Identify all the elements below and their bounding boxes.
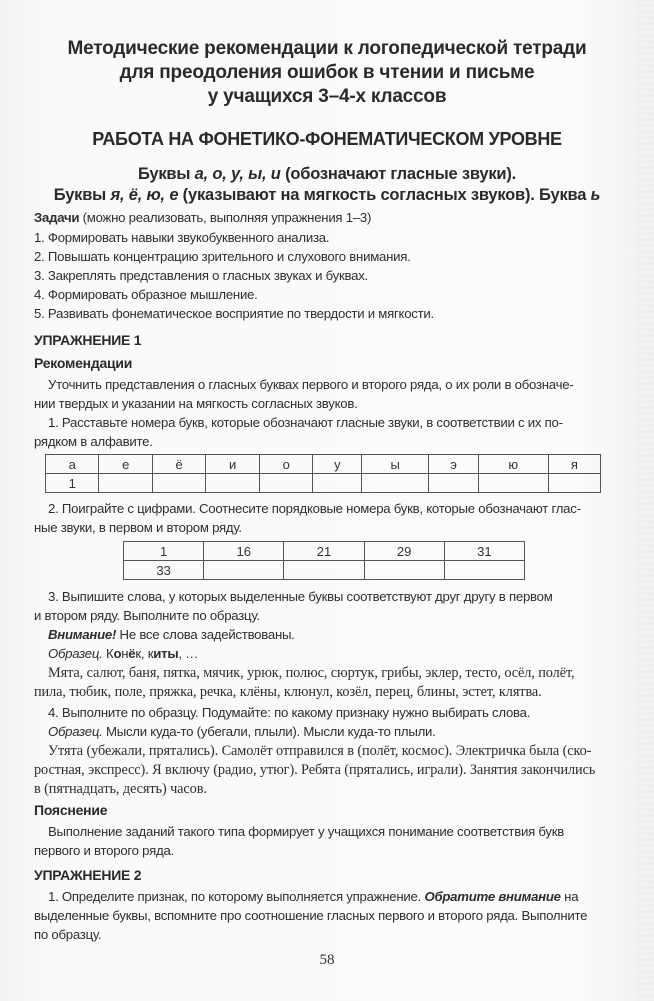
task-item: 4. Формировать образное мышление. <box>34 287 258 302</box>
page-title-line-3: у учащихся 3–4-х классов <box>207 86 447 107</box>
table-cell: е <box>99 455 152 474</box>
task-item: 3. Закреплять представления о гласных звуках и буквах. <box>34 268 368 283</box>
table-cell <box>99 474 152 493</box>
sample-label: Образец. <box>48 724 103 739</box>
page-title-line-1: Методические рекомендации к логопедической тетради <box>67 38 587 59</box>
exercise-2-line <box>48 887 648 907</box>
table-cell: 21 <box>284 542 364 561</box>
exercise-2-line-prefix: 1. Определите признак, по которому выполняется упражнение. <box>48 889 425 904</box>
task-item: 5. Развивать фонематическое восприятие по твердости и мягкости. <box>34 306 434 321</box>
table-cell: а <box>46 455 99 474</box>
section-title: РАБОТА НА ФОНЕТИКО-ФОНЕМАТИЧЕСКОМ УРОВНЕ <box>92 129 562 149</box>
exercise-2-line-suffix: на <box>560 889 579 904</box>
explanation-line: первого и второго ряда. <box>34 843 174 858</box>
sample-4 <box>48 722 648 742</box>
table-cell: 1 <box>124 542 204 561</box>
table-cell <box>362 474 429 493</box>
table-cell <box>284 561 364 580</box>
sample-text-segment: К <box>102 646 114 661</box>
attention-note <box>48 625 648 645</box>
table-cell <box>313 474 362 493</box>
highlighted-letters: ё <box>128 646 136 661</box>
table-cell <box>478 474 548 493</box>
sample-3 <box>48 644 648 664</box>
subtitle-softness-prefix: Буквы <box>53 186 111 204</box>
table-cell: о <box>260 455 313 474</box>
subtitle-softness-middle: (указывают на мягкость согласных звуков). Буква <box>178 186 591 204</box>
task-1-line: рядком в алфавите. <box>34 434 153 449</box>
table-row <box>124 561 525 580</box>
subtitle-vowels-suffix: (обозначают гласные звуки). <box>280 165 517 183</box>
table-cell: у <box>313 455 362 474</box>
word-list-line: пила, тюбик, поле, пряжка, речка, клёны, клюнул, козёл, перец, блины, эстет, клятва. <box>34 684 542 700</box>
sample-text-segment: н <box>121 646 129 661</box>
page-number: 58 <box>319 952 335 968</box>
task-item: 1. Формировать навыки звукобуквенного анализа. <box>34 230 330 245</box>
exercise-2-heading: УПРАЖНЕНИЕ 2 <box>34 867 142 883</box>
highlighted-letters: иты <box>153 646 179 661</box>
vowel-letters-table <box>45 454 601 493</box>
task-1-line: 1. Расставьте номера букв, которые обозначают гласные звуки, в соответствии с их по- <box>48 415 563 430</box>
table-cell: 1 <box>46 474 99 493</box>
table-cell <box>260 474 313 493</box>
explanation-heading: Пояснение <box>34 802 108 818</box>
table-cell: 33 <box>124 561 204 580</box>
table-cell: 31 <box>444 542 524 561</box>
tasks-heading-line <box>34 208 634 228</box>
table-cell <box>364 561 444 580</box>
table-row <box>124 542 525 561</box>
task-3-line: и втором ряду. Выполните по образцу. <box>34 608 260 623</box>
table-cell: ы <box>362 455 429 474</box>
task-item: 2. Повышать концентрацию зрительного и слухового внимания. <box>34 249 411 264</box>
table-row-letters <box>46 455 601 474</box>
subtitle-softness <box>0 186 654 205</box>
sample-4-text: Мысли куда-то (убегали, плыли). Мысли куда-то плыли. <box>102 724 436 739</box>
ordinal-numbers-table <box>123 541 525 580</box>
subtitle-vowels <box>0 165 654 184</box>
task-2-line: ные звуки, в первом и втором ряду. <box>34 520 242 535</box>
highlighted-letters: о <box>113 646 122 661</box>
exercise-2-line: выделенные буквы, вспомните про соотношение гласных первого и второго ряда. Выполните <box>34 908 588 923</box>
table-cell: 29 <box>364 542 444 561</box>
sentence-line: ростная, экспресс). Я включу (радио, утюг). Ребята (прятались, играли). Занятия закончились <box>34 762 596 778</box>
table-cell: и <box>206 455 260 474</box>
sentence-line: Утята (убежали, прятались). Самолёт отправился в (полёт, космос). Электричка была (ско- <box>48 743 592 759</box>
sample-text-segment: , … <box>178 646 199 661</box>
sentence-line: в (пятнадцать, десять) часов. <box>34 781 207 797</box>
table-cell <box>206 474 260 493</box>
recommendations-line: Уточнить представления о гласных буквах первого и второго ряда, о их роли в обозначе- <box>48 377 574 392</box>
recommendations-heading: Рекомендации <box>34 355 133 371</box>
sample-label: Образец. <box>48 646 103 661</box>
task-4-line: 4. Выполните по образцу. Подумайте: по какому признаку нужно выбирать слова. <box>48 705 531 720</box>
table-cell: 16 <box>204 542 284 561</box>
table-cell: ё <box>152 455 205 474</box>
table-cell: э <box>429 455 479 474</box>
subtitle-softness-letters: я, ё, ю, е <box>110 186 179 204</box>
table-cell: ю <box>478 455 548 474</box>
soft-sign-letter: ь <box>590 186 601 204</box>
task-2-line: 2. Поиграйте с цифрами. Соотнесите порядковые номера букв, которые обозначают глас- <box>48 501 581 516</box>
exercise-2-line: по образцу. <box>34 927 102 942</box>
sample-3-text <box>103 646 199 661</box>
explanation-line: Выполнение заданий такого типа формирует у учащихся понимание соответствия букв <box>48 824 565 839</box>
table-cell <box>429 474 479 493</box>
recommendations-line: нии твердых и указании на мягкость согласных звуков. <box>34 396 358 411</box>
table-cell <box>204 561 284 580</box>
task-3-line: 3. Выпишите слова, у которых выделенные буквы соответствуют друг другу в первом <box>48 589 553 604</box>
table-cell <box>152 474 205 493</box>
tasks-heading-note: (можно реализовать, выполняя упражнения 1–3) <box>79 210 372 225</box>
attention-text: Не все слова задействованы. <box>116 627 295 642</box>
exercise-1-heading: УПРАЖНЕНИЕ 1 <box>34 332 142 348</box>
subtitle-vowels-prefix: Буквы <box>137 165 195 183</box>
table-row-numbers <box>46 474 601 493</box>
tasks-heading: Задачи <box>34 210 80 225</box>
table-cell <box>444 561 524 580</box>
word-list-line: Мята, салют, баня, пятка, мячик, урюк, полюс, сюртук, грибы, эклер, тесто, осёл, полёт, <box>48 665 575 681</box>
exercise-2-emphasis: Обратите внимание <box>424 889 561 904</box>
page-title-line-2: для преодоления ошибок в чтении и письме <box>119 62 535 83</box>
attention-label: Внимание! <box>48 627 117 642</box>
table-cell <box>548 474 600 493</box>
subtitle-vowels-letters: а, о, у, ы, и <box>194 165 281 183</box>
table-cell: я <box>548 455 600 474</box>
sample-text-segment: к, к <box>135 646 154 661</box>
